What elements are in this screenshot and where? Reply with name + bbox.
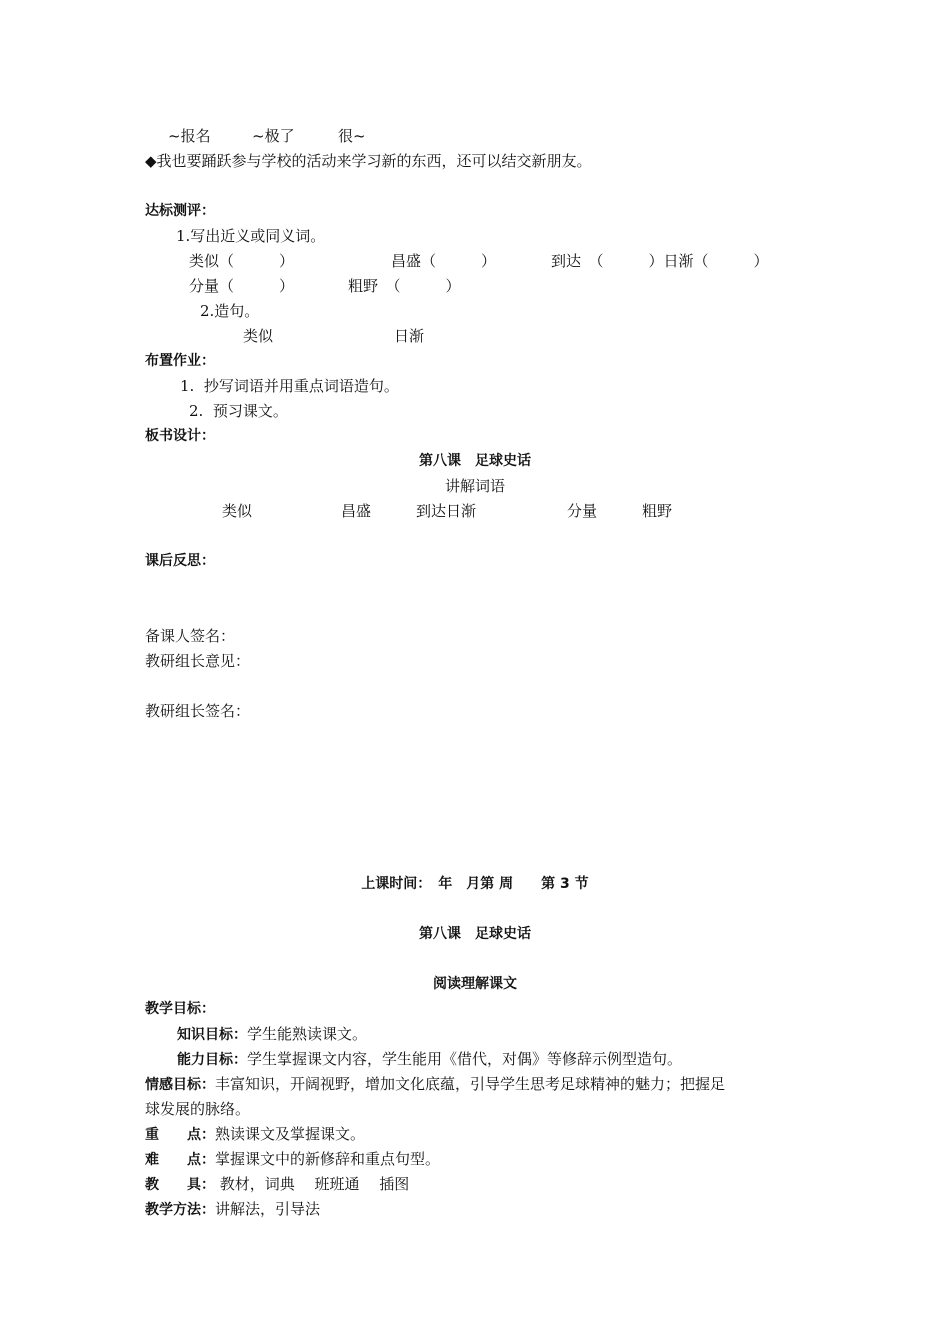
sentence-word-2: 日渐 — [394, 327, 425, 345]
emotion-goal — [145, 1074, 725, 1095]
homework-item-1: 1. 抄写词语并用重点词语造句。 — [180, 377, 399, 395]
synonym-item-3: 到达 （ ）日渐（ ） — [551, 252, 769, 270]
emotion-goal-label: 情感目标： — [145, 1077, 215, 1093]
board-word-5: 粗野 — [642, 502, 673, 520]
synonym-item-4: 分量（ ） — [189, 277, 295, 295]
ability-goal — [177, 1049, 682, 1070]
ability-goal-text: 学生掌握课文内容，学生能用《借代，对偶》等修辞示例型造句。 — [247, 1050, 683, 1068]
board-word-1: 类似 — [222, 502, 253, 520]
board-word-2: 昌盛 — [341, 502, 372, 520]
preparer-signature: 备课人签名： — [145, 627, 236, 645]
homework-heading: 布置作业： — [145, 353, 215, 369]
reflection-heading: 课后反思： — [145, 553, 215, 569]
synonym-item-5: 粗野 （ ） — [348, 277, 461, 295]
difficult-point-label: 难 点： — [145, 1152, 215, 1168]
tilde-word-1: ~报名 — [168, 127, 211, 145]
lesson-section: 阅读理解课文 — [433, 976, 517, 992]
key-point-text: 熟读课文及掌握课文。 — [215, 1125, 366, 1143]
tilde-word-2: ~极了 — [252, 127, 295, 145]
assessment-heading: 达标测评： — [145, 203, 215, 219]
leader-signature: 教研组长签名： — [145, 702, 251, 720]
emotion-goal-text: 丰富知识，开阔视野，增加文化底蕴，引导学生思考足球精神的魅力；把握足 — [215, 1075, 726, 1093]
assessment-q2: 2.造句。 — [200, 302, 260, 320]
knowledge-goal-label: 知识目标： — [177, 1027, 247, 1043]
goals-heading: 教学目标： — [145, 1001, 215, 1017]
teaching-method — [145, 1199, 320, 1220]
diamond-sentence: ◆我也要踊跃参与学校的活动来学习新的东西，还可以结交新朋友。 — [145, 152, 592, 170]
lesson-title: 第八课 足球史话 — [419, 926, 531, 942]
teaching-tools-text: 教材，词典 班班通 插图 — [215, 1175, 410, 1193]
ability-goal-label: 能力目标： — [177, 1052, 247, 1068]
board-title: 第八课 足球史话 — [419, 453, 531, 469]
emotion-goal-continued: 球发展的脉络。 — [145, 1100, 251, 1118]
difficult-point — [145, 1149, 440, 1170]
teaching-method-label: 教学方法： — [145, 1202, 215, 1218]
teaching-method-text: 讲解法，引导法 — [215, 1200, 321, 1218]
teaching-tools-label: 教 具： — [145, 1177, 215, 1193]
assessment-q1: 1.写出近义或同义词。 — [176, 227, 326, 245]
difficult-point-text: 掌握课文中的新修辞和重点句型。 — [215, 1150, 441, 1168]
tilde-word-3: 很~ — [338, 127, 366, 145]
board-word-3: 到达日渐 — [416, 502, 477, 520]
board-word-4: 分量 — [567, 502, 598, 520]
leader-opinion: 教研组长意见： — [145, 652, 251, 670]
synonym-item-1: 类似（ ） — [189, 252, 295, 270]
board-subtitle: 讲解词语 — [444, 477, 505, 495]
key-point-label: 重 点： — [145, 1127, 215, 1143]
synonym-item-2: 昌盛（ ） — [391, 252, 497, 270]
knowledge-goal-text: 学生能熟读课文。 — [247, 1025, 368, 1043]
class-time-line: 上课时间： 年 月第 周 第 3 节 — [361, 876, 589, 892]
teaching-tools — [145, 1174, 409, 1195]
board-heading: 板书设计： — [145, 428, 215, 444]
homework-item-2: 2. 预习课文。 — [189, 402, 288, 420]
sentence-word-1: 类似 — [243, 327, 274, 345]
knowledge-goal — [177, 1024, 367, 1045]
key-point — [145, 1124, 365, 1145]
